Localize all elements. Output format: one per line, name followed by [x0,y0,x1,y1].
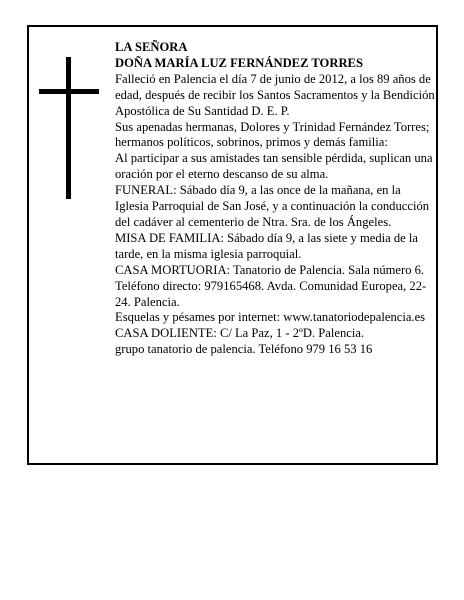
obituary-frame [27,25,438,465]
obituary-text [115,40,435,358]
cross-horizontal-bar [39,89,99,94]
deceased-name: DOÑA MARÍA LUZ FERNÁNDEZ TORRES [115,55,363,70]
cross-icon [39,57,117,199]
heading-title: LA SEÑORA [115,40,188,54]
family-mass-details: MISA DE FAMILIA: Sábado día 9, a las siete y media de la tarde, en la misma iglesia parroquial. [115,230,419,261]
internet-condolences: Esquelas y pésames por internet: www.tanatoriodepalencia.es [115,310,426,325]
mourning-house-address: CASA DOLIENTE: C/ La Paz, 1 - 2ºD. Palencia. [115,326,365,341]
funeral-group-contact: grupo tanatorio de palencia. Teléfono 979 16 53 16 [115,342,373,357]
funeral-home-details: CASA MORTUORIA: Tanatorio de Palencia. Sala número 6. Teléfono directo: 979165468. Avda. Comunidad Europea, 22-24. Palencia. [115,262,427,309]
funeral-details: FUNERAL: Sábado día 9, a las once de la mañana, en la Iglesia Parroquial de San José, y a continuación la conducción del cadáver al cementerio de Ntra. Sra. de los Ángeles. [115,183,430,229]
prayer-request: Al participar a sus amistades tan sensible pérdida, suplican una oración por el eterno descanso de su alma. [115,151,433,182]
death-announcement: Falleció en Palencia el día 7 de junio de 2012, a los 89 años de edad, después de recibir los Santos Sacramentos y la Bendición Apostólica de Su Santidad D. E. P. [115,71,435,118]
cross-vertical-bar [66,57,71,199]
mourners-paragraph: Sus apenadas hermanas, Dolores y Trinidad Fernández Torres; hermanos políticos, sobrinos, primos y demás familia: [115,119,430,150]
